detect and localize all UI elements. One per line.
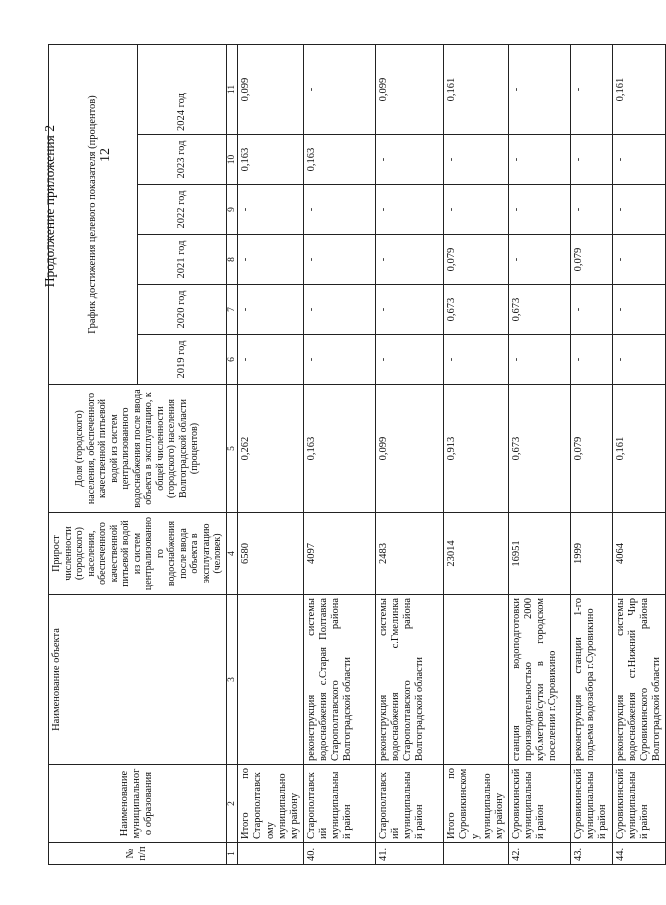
target-indicator-table <box>48 44 666 865</box>
population-growth-cell: 1999 <box>571 513 613 595</box>
year-value-cell: - <box>613 185 666 235</box>
year-value-cell: - <box>303 335 375 385</box>
header-year-2023: 2023 год <box>137 135 226 185</box>
header-no: № п/п <box>49 843 227 865</box>
year-value-cell: - <box>571 285 613 335</box>
year-value-cell: 0,079 <box>443 235 508 285</box>
table-row <box>375 45 443 865</box>
year-value-cell: - <box>613 285 666 335</box>
year-value-cell: - <box>509 235 571 285</box>
col-number: 4 <box>226 513 238 595</box>
year-value-cell: 0,673 <box>509 285 571 335</box>
year-value-cell: - <box>375 235 443 285</box>
population-share-cell: 0,673 <box>509 385 571 513</box>
municipality-cell: Суровикинский муниципальный район <box>571 765 613 843</box>
table-row <box>303 45 375 865</box>
year-value-cell: - <box>303 235 375 285</box>
year-value-cell: - <box>613 235 666 285</box>
population-share-cell: 0,163 <box>303 385 375 513</box>
header-object: Наименование объекта <box>49 595 227 765</box>
year-value-cell: - <box>613 335 666 385</box>
population-growth-cell: 4097 <box>303 513 375 595</box>
object-cell: станция водоподготовки производительностью 2000 куб.метров/сутки в городском поселении г.Суровикино <box>509 595 571 765</box>
col-number: 8 <box>226 235 238 285</box>
year-value-cell: - <box>375 335 443 385</box>
col-number: 11 <box>226 45 238 135</box>
year-value-cell: - <box>571 185 613 235</box>
municipality-cell: Старополтавский муниципальный район <box>375 765 443 843</box>
population-share-cell: 0,262 <box>238 385 303 513</box>
header-municipality: Наименование муниципального образования <box>49 765 227 843</box>
year-value-cell: - <box>443 335 508 385</box>
header-year-2020: 2020 год <box>137 285 226 335</box>
table-row <box>571 45 613 865</box>
year-value-cell: - <box>238 185 303 235</box>
year-value-cell: - <box>571 135 613 185</box>
year-value-cell: 0,161 <box>443 45 508 135</box>
year-value-cell: - <box>443 185 508 235</box>
year-value-cell: - <box>375 135 443 185</box>
year-value-cell: - <box>375 185 443 235</box>
row-number <box>238 843 303 865</box>
header-year-2021: 2021 год <box>137 235 226 285</box>
population-share-cell: 0,913 <box>443 385 508 513</box>
population-growth-cell: 6580 <box>238 513 303 595</box>
table-body <box>238 45 666 865</box>
table-total-row <box>238 45 303 865</box>
year-value-cell: 0,099 <box>375 45 443 135</box>
population-share-cell: 0,099 <box>375 385 443 513</box>
year-value-cell: - <box>238 285 303 335</box>
table-row <box>509 45 571 865</box>
header-population-growth: Прирост численности (городского) населения, обеспеченного качественной питьевой водой из систем централизованного водоснабжения после ввода объекта в эксплуатацию (человек) <box>49 513 227 595</box>
year-value-cell: - <box>509 45 571 135</box>
year-value-cell: - <box>509 185 571 235</box>
row-number <box>443 843 508 865</box>
header-year-2022: 2022 год <box>137 185 226 235</box>
object-cell: реконструкция системы водоснабжения ст.Нижний Чир Суровикинского района Волгоградской области <box>613 595 666 765</box>
population-growth-cell: 16951 <box>509 513 571 595</box>
header-year-2024: 2024 год <box>137 45 226 135</box>
col-number: 7 <box>226 285 238 335</box>
year-value-cell: - <box>303 285 375 335</box>
row-number: 44. <box>613 843 666 865</box>
header-schedule: График достижения целевого показателя (процентов) <box>49 45 138 385</box>
col-number: 6 <box>226 335 238 385</box>
municipality-cell: Старополтавский муниципальный район <box>303 765 375 843</box>
year-value-cell: - <box>509 135 571 185</box>
col-number: 10 <box>226 135 238 185</box>
year-value-cell: - <box>238 335 303 385</box>
col-number: 2 <box>226 765 238 843</box>
year-value-cell: - <box>303 45 375 135</box>
table-row <box>613 45 666 865</box>
year-value-cell: - <box>375 285 443 335</box>
row-number: 42. <box>509 843 571 865</box>
municipality-cell: Итого по Старополтавскому муниципальному району <box>238 765 303 843</box>
header-year-2019: 2019 год <box>137 335 226 385</box>
municipality-cell: Итого по Суровикинскому муниципальному району <box>443 765 508 843</box>
object-cell <box>238 595 303 765</box>
year-value-cell: 0,673 <box>443 285 508 335</box>
municipality-cell: Суровикинский муниципальный район <box>613 765 666 843</box>
object-cell: реконструкция системы водоснабжения с.Гмелинка Старополтавского района Волгоградской области <box>375 595 443 765</box>
year-value-cell: 0,161 <box>613 45 666 135</box>
row-number: 41. <box>375 843 443 865</box>
population-growth-cell: 23014 <box>443 513 508 595</box>
row-number: 43. <box>571 843 613 865</box>
column-number-row <box>226 45 238 865</box>
table-total-row <box>443 45 508 865</box>
population-growth-cell: 4064 <box>613 513 666 595</box>
col-number: 3 <box>226 595 238 765</box>
year-value-cell: - <box>509 335 571 385</box>
page-number: 12 <box>98 148 113 162</box>
year-value-cell: - <box>571 335 613 385</box>
row-number: 40. <box>303 843 375 865</box>
header-population-share: Доля (городского) населения, обеспеченного качественной питьевой водой из систем централизованного водоснабжения после ввода объекта в эксплуатацию, к общей численности (городского) населения Волгоградской области (процентов) <box>49 385 227 513</box>
year-value-cell: 0,163 <box>303 135 375 185</box>
year-value-cell: - <box>613 135 666 185</box>
year-value-cell: - <box>443 135 508 185</box>
population-growth-cell: 2483 <box>375 513 443 595</box>
year-value-cell: 0,079 <box>571 235 613 285</box>
population-share-cell: 0,079 <box>571 385 613 513</box>
year-value-cell: - <box>303 185 375 235</box>
continuation-heading: Продолжение приложения 2 <box>42 125 57 288</box>
year-value-cell: 0,099 <box>238 45 303 135</box>
municipality-cell: Суровикинский муниципальный район <box>509 765 571 843</box>
col-number: 9 <box>226 185 238 235</box>
year-value-cell: - <box>238 235 303 285</box>
population-share-cell: 0,161 <box>613 385 666 513</box>
year-value-cell: - <box>571 45 613 135</box>
object-cell: реконструкция станции 1-го подъема водозабора г.Суровикино <box>571 595 613 765</box>
object-cell <box>443 595 508 765</box>
object-cell: реконструкция системы водоснабжения с.Старая Полтавка Старополтавского района Волгоградской области <box>303 595 375 765</box>
year-value-cell: 0,163 <box>238 135 303 185</box>
col-number: 5 <box>226 385 238 513</box>
col-number: 1 <box>226 843 238 865</box>
